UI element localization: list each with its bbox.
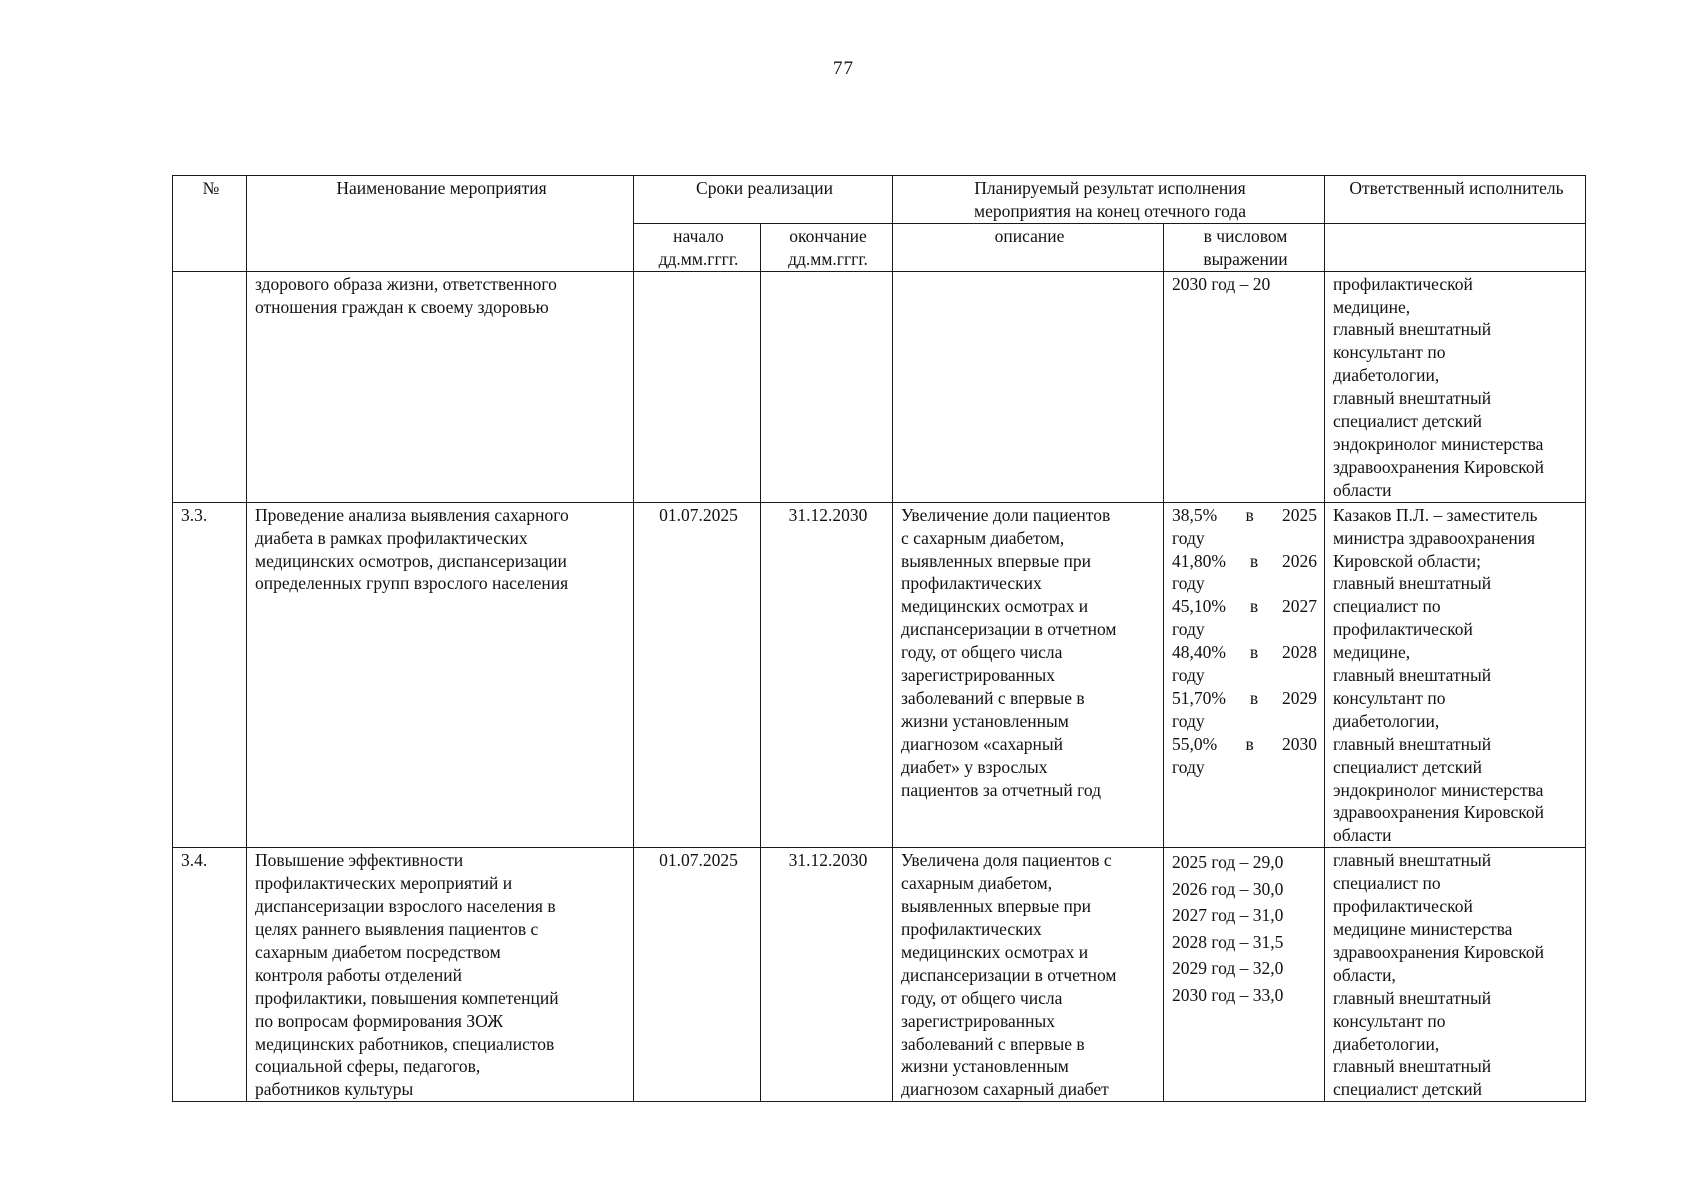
- value-line: году: [1172, 619, 1205, 640]
- text-line: отношения граждан к своему здоровью: [255, 296, 549, 317]
- result-values: [1164, 848, 1325, 1102]
- text-line: главный внештатный: [1333, 388, 1492, 409]
- text-line: контроля работы отделений: [255, 964, 462, 985]
- value-prep: в: [1249, 550, 1259, 571]
- text-line: медицине министерства: [1333, 919, 1513, 939]
- value-prep: в: [1249, 687, 1259, 708]
- text-line: целях раннего выявления пациентов с: [255, 919, 539, 939]
- end-date: 31.12.2030: [761, 502, 893, 848]
- text-line: диспансеризации взрослого населения в: [255, 896, 556, 917]
- text-line: работников культуры: [255, 1079, 414, 1100]
- text-line: специалист по: [1333, 873, 1441, 894]
- text-line: главный внештатный: [1333, 1056, 1492, 1077]
- header-planned-line: Планируемый результат исполнения: [974, 178, 1246, 198]
- value-line: году: [1172, 665, 1205, 686]
- value-line: году: [1172, 710, 1205, 731]
- text-line: жизни установленным: [901, 1056, 1069, 1077]
- text-line: специалист по: [1333, 596, 1441, 617]
- value-line: 2030 год – 33,0: [1172, 984, 1284, 1005]
- text-line: медицине,: [1333, 296, 1411, 317]
- header-planned-line: мероприятия на конец отечного года: [974, 200, 1247, 221]
- end-date: 31.12.2030: [761, 848, 893, 1102]
- row-number: [173, 271, 247, 502]
- text-line: консультант по: [1333, 342, 1446, 363]
- text-line: пациентов за отчетный год: [901, 779, 1102, 800]
- text-line: выявленных впервые при: [901, 550, 1092, 571]
- text-line: главный внештатный: [1333, 733, 1492, 754]
- activity-name: [247, 848, 634, 1102]
- responsible-executor: [1325, 271, 1586, 502]
- text-line: заболеваний с впервые в: [901, 1033, 1085, 1054]
- text-line: году, от общего числа: [901, 987, 1063, 1008]
- text-line: эндокринолог министерства: [1333, 779, 1544, 800]
- text-line: диабета в рамках профилактических: [255, 527, 528, 548]
- text-line: медицинских работников, специалистов: [255, 1033, 555, 1054]
- activity-name: [247, 271, 634, 502]
- text-line: диабетологии,: [1333, 1033, 1440, 1054]
- text-line: сахарным диабетом посредством: [255, 941, 501, 962]
- text-line: сахарным диабетом,: [901, 873, 1053, 894]
- value-line: году: [1172, 527, 1205, 548]
- value-year: 2030: [1282, 733, 1318, 754]
- header-implementation-terms: Сроки реализации: [634, 176, 893, 224]
- text-line: Увеличение доли пациентов: [901, 504, 1111, 525]
- text-line: Повышение эффективности: [255, 850, 464, 871]
- value-line: 2028 год – 31,5: [1172, 931, 1284, 952]
- text-line: диагнозом «сахарный: [901, 733, 1064, 754]
- header-activity-name: Наименование мероприятия: [247, 176, 634, 272]
- header-numeric-line: в числовом: [1203, 225, 1288, 246]
- start-date: [634, 271, 761, 502]
- text-line: Проведение анализа выявления сахарного: [255, 504, 569, 525]
- header-numeric-line: выражении: [1203, 248, 1288, 269]
- activity-name: [247, 502, 634, 848]
- value-percent: 51,70%: [1172, 687, 1226, 708]
- text-line: профилактической: [1333, 273, 1473, 294]
- text-line: области: [1333, 825, 1392, 846]
- header-responsible-empty: [1325, 223, 1586, 271]
- text-line: определенных групп взрослого населения: [255, 573, 569, 594]
- row-number: 3.3.: [173, 502, 247, 848]
- value-year: 2027: [1282, 596, 1318, 617]
- start-date: 01.07.2025: [634, 848, 761, 1102]
- text-line: заболеваний с впервые в: [901, 687, 1085, 708]
- text-line: зарегистрированных: [901, 1010, 1056, 1031]
- text-line: консультант по: [1333, 687, 1446, 708]
- activities-table: [172, 175, 1586, 1102]
- text-line: здравоохранения Кировской: [1333, 941, 1544, 962]
- text-line: главный внештатный: [1333, 850, 1492, 871]
- value-line: [1172, 550, 1319, 573]
- text-line: профилактической: [1333, 896, 1473, 917]
- page-number: 77: [833, 58, 854, 79]
- text-line: году, от общего числа: [901, 642, 1063, 663]
- value-line: 2027 год – 31,0: [1172, 905, 1284, 926]
- value-percent: 48,40%: [1172, 642, 1226, 663]
- table-row: [173, 848, 1586, 1102]
- result-description: [893, 848, 1164, 1102]
- text-line: медицинских осмотрах и: [901, 941, 1089, 962]
- text-line: специалист детский: [1333, 1079, 1482, 1100]
- text-line: профилактики, повышения компетенций: [255, 987, 559, 1008]
- text-line: здравоохранения Кировской: [1333, 802, 1544, 823]
- text-line: специалист детский: [1333, 756, 1482, 777]
- text-line: Казаков П.Л. – заместитель: [1333, 504, 1538, 525]
- header-end-label: окончание: [789, 225, 867, 246]
- responsible-executor: [1325, 848, 1586, 1102]
- text-line: с сахарным диабетом,: [901, 527, 1065, 548]
- text-line: диспансеризации в отчетном: [901, 619, 1117, 640]
- value-line: году: [1172, 756, 1205, 777]
- value-prep: в: [1249, 642, 1259, 663]
- text-line: диабетологии,: [1333, 365, 1440, 386]
- value-year: 2025: [1282, 504, 1318, 525]
- text-line: профилактических: [901, 573, 1042, 594]
- value-line: 2026 год – 30,0: [1172, 878, 1284, 899]
- text-line: зарегистрированных: [901, 665, 1056, 686]
- text-line: специалист детский: [1333, 411, 1482, 432]
- header-description: описание: [893, 223, 1164, 271]
- text-line: диабетологии,: [1333, 710, 1440, 731]
- value-year: 2028: [1282, 642, 1318, 663]
- table-row: [173, 271, 1586, 502]
- text-line: диабет» у взрослых: [901, 756, 1048, 777]
- value-line: [1172, 504, 1319, 527]
- value-line: 2030 год – 20: [1172, 273, 1271, 294]
- text-line: главный внештатный: [1333, 573, 1492, 594]
- text-line: диагнозом сахарный диабет: [901, 1079, 1109, 1100]
- header-responsible: Ответственный исполнитель: [1325, 176, 1586, 224]
- end-date: [761, 271, 893, 502]
- header-end-format: дд.мм.гггг.: [788, 248, 868, 269]
- value-year: 2029: [1282, 687, 1318, 708]
- value-line: [1172, 641, 1319, 664]
- start-date: 01.07.2025: [634, 502, 761, 848]
- header-start-date: [634, 223, 761, 271]
- value-percent: 41,80%: [1172, 550, 1226, 571]
- value-prep: в: [1245, 504, 1254, 525]
- header-number: №: [173, 176, 247, 272]
- value-line: 2025 год – 29,0: [1172, 852, 1284, 873]
- result-description: [893, 502, 1164, 848]
- text-line: по вопросам формирования ЗОЖ: [255, 1010, 503, 1031]
- value-percent: 55,0%: [1172, 733, 1218, 754]
- responsible-executor: [1325, 502, 1586, 848]
- text-line: здорового образа жизни, ответственного: [255, 273, 557, 294]
- text-line: медицине,: [1333, 642, 1411, 663]
- header-planned-result: [893, 176, 1325, 224]
- value-prep: в: [1245, 733, 1254, 754]
- text-line: Увеличена доля пациентов с: [901, 850, 1112, 871]
- text-line: здравоохранения Кировской: [1333, 456, 1544, 477]
- text-line: главный внештатный: [1333, 319, 1492, 340]
- value-line: [1172, 595, 1319, 618]
- value-percent: 38,5%: [1172, 504, 1218, 525]
- value-prep: в: [1249, 596, 1259, 617]
- result-values: [1164, 271, 1325, 502]
- result-values: [1164, 502, 1325, 848]
- row-number: 3.4.: [173, 848, 247, 1102]
- text-line: диспансеризации в отчетном: [901, 964, 1117, 985]
- text-line: главный внештатный: [1333, 665, 1492, 686]
- value-line: 2029 год – 32,0: [1172, 958, 1284, 979]
- text-line: главный внештатный: [1333, 987, 1492, 1008]
- text-line: консультант по: [1333, 1010, 1446, 1031]
- text-line: области: [1333, 479, 1392, 500]
- header-start-format: дд.мм.гггг.: [658, 248, 739, 269]
- header-numeric: [1164, 223, 1325, 271]
- header-start-label: начало: [673, 225, 724, 246]
- header-end-date: [761, 223, 893, 271]
- text-line: Кировской области;: [1333, 550, 1481, 571]
- value-percent: 45,10%: [1172, 596, 1226, 617]
- text-line: социальной сферы, педагогов,: [255, 1056, 481, 1077]
- text-line: профилактических мероприятий и: [255, 873, 513, 894]
- value-line: [1172, 733, 1319, 756]
- value-line: году: [1172, 573, 1205, 594]
- table-row: [173, 502, 1586, 848]
- value-line: [1172, 687, 1319, 710]
- text-line: профилактических: [901, 919, 1042, 939]
- value-year: 2026: [1282, 550, 1318, 571]
- text-line: выявленных впервые при: [901, 896, 1092, 917]
- text-line: медицинских осмотров, диспансеризации: [255, 550, 567, 571]
- text-line: эндокринолог министерства: [1333, 433, 1544, 454]
- text-line: профилактической: [1333, 619, 1473, 640]
- text-line: министра здравоохранения: [1333, 527, 1536, 548]
- result-description: [893, 271, 1164, 502]
- text-line: жизни установленным: [901, 710, 1069, 731]
- text-line: медицинских осмотрах и: [901, 596, 1089, 617]
- text-line: области,: [1333, 964, 1396, 985]
